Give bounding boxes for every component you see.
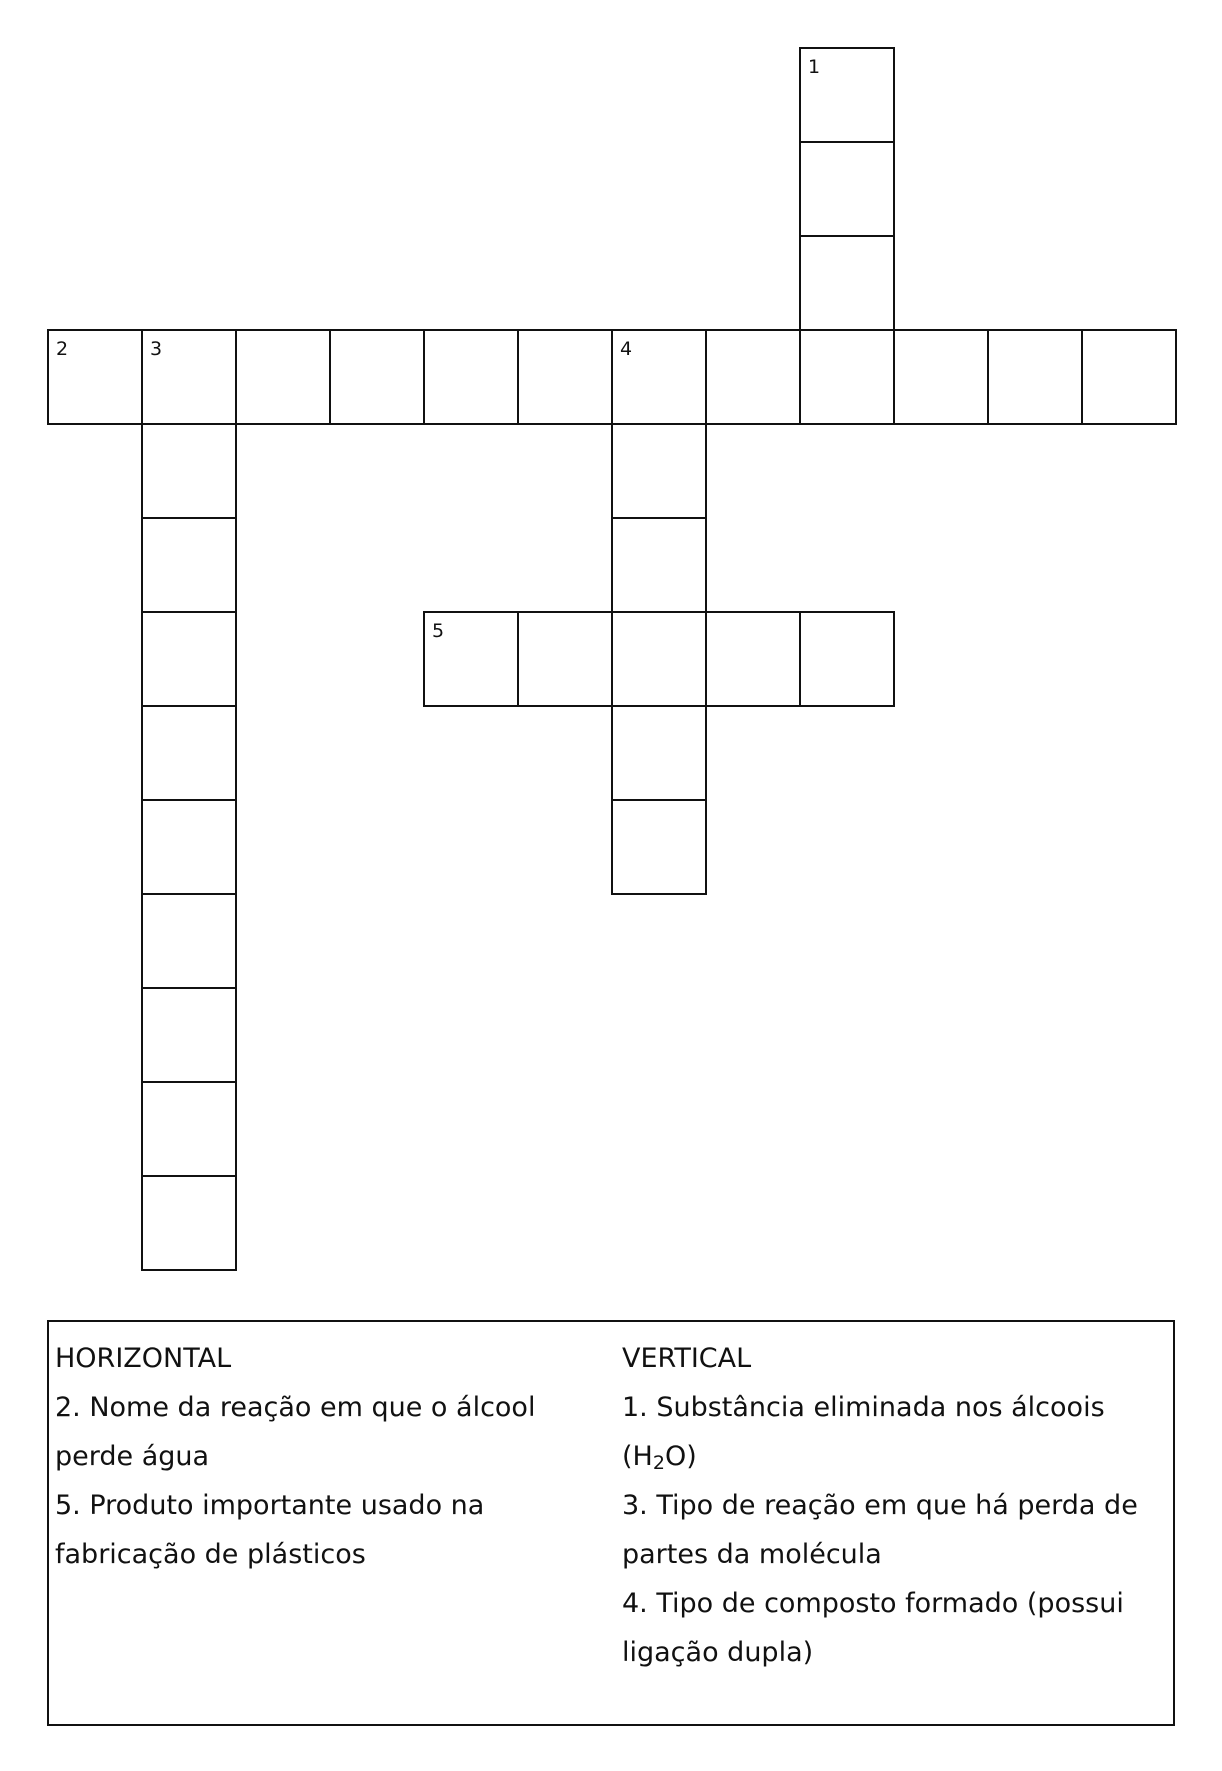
- clues-box: [47, 1320, 1175, 1726]
- crossword-cell[interactable]: [47, 329, 143, 425]
- crossword-cell[interactable]: [611, 611, 707, 707]
- clues-horizontal-column: [55, 1334, 555, 1579]
- crossword-cell[interactable]: [141, 611, 237, 707]
- clue-number: 4: [620, 338, 633, 360]
- crossword-cell[interactable]: [141, 987, 237, 1083]
- crossword-cell[interactable]: [799, 329, 895, 425]
- crossword-cell[interactable]: [235, 329, 331, 425]
- crossword-cell[interactable]: [517, 611, 613, 707]
- crossword-cell[interactable]: [141, 1081, 237, 1177]
- crossword-cell[interactable]: [705, 611, 801, 707]
- clue-vertical-1: [622, 1383, 1142, 1481]
- clue-vertical-4: 4. Tipo de composto formado (possui ligação dupla): [622, 1588, 1124, 1668]
- clue-vertical-3: 3. Tipo de reação em que há perda de partes da molécula: [622, 1490, 1138, 1570]
- crossword-cell[interactable]: [799, 141, 895, 237]
- crossword-cell[interactable]: [987, 329, 1083, 425]
- crossword-cell[interactable]: [799, 611, 895, 707]
- crossword-cell[interactable]: [423, 329, 519, 425]
- crossword-cell[interactable]: [705, 329, 801, 425]
- crossword-cell[interactable]: [141, 423, 237, 519]
- clue-vertical-1-formula: [622, 1441, 697, 1472]
- clue-horizontal-2: 2. Nome da reação em que o álcool perde água: [55, 1392, 536, 1472]
- crossword-cell[interactable]: [517, 329, 613, 425]
- crossword-cell[interactable]: [799, 47, 895, 143]
- crossword-cell[interactable]: [611, 423, 707, 519]
- crossword-cell[interactable]: [141, 799, 237, 895]
- formula-close: O): [664, 1441, 697, 1472]
- clue-horizontal-5: 5. Produto importante usado na fabricação de plásticos: [55, 1490, 485, 1570]
- clues-horizontal-heading: HORIZONTAL: [55, 1343, 232, 1374]
- crossword-cell[interactable]: [611, 329, 707, 425]
- clue-vertical-1-text: 1. Substância eliminada nos álcoois: [622, 1392, 1105, 1423]
- clues-vertical-column: [622, 1334, 1142, 1677]
- crossword-cell[interactable]: [611, 799, 707, 895]
- crossword-cell[interactable]: [893, 329, 989, 425]
- crossword-cell[interactable]: [423, 611, 519, 707]
- clue-number: 2: [56, 338, 69, 360]
- crossword-cell[interactable]: [141, 329, 237, 425]
- clue-number: 3: [150, 338, 163, 360]
- clues-vertical-heading: VERTICAL: [622, 1343, 752, 1374]
- crossword-cell[interactable]: [611, 517, 707, 613]
- clue-number: 5: [432, 620, 445, 642]
- crossword-cell[interactable]: [141, 517, 237, 613]
- clue-number: 1: [808, 56, 821, 78]
- crossword-cell[interactable]: [1081, 329, 1177, 425]
- crossword-cell[interactable]: [141, 893, 237, 989]
- crossword-cell[interactable]: [611, 705, 707, 801]
- crossword-cell[interactable]: [329, 329, 425, 425]
- crossword-cell[interactable]: [141, 705, 237, 801]
- crossword-cell[interactable]: [141, 1175, 237, 1271]
- crossword-cell[interactable]: [799, 235, 895, 331]
- formula-subscript: 2: [652, 1452, 665, 1474]
- formula-open: (H: [622, 1441, 653, 1472]
